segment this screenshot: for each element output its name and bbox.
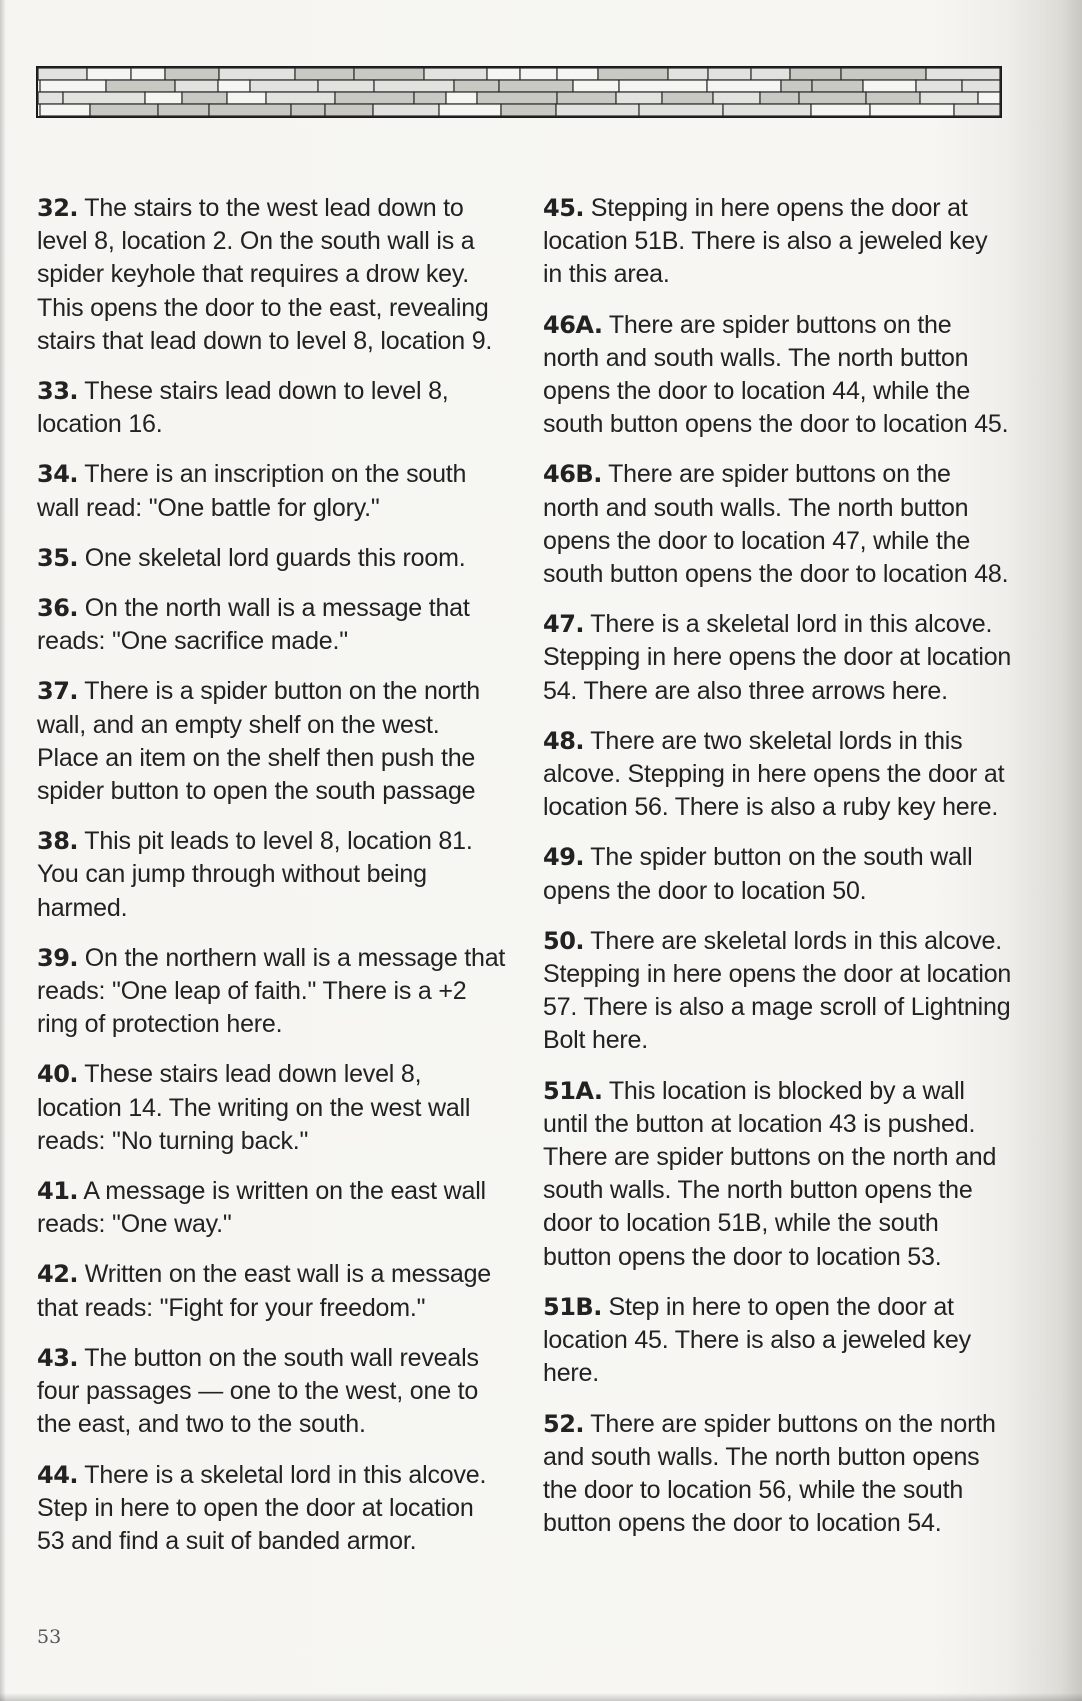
entry-52 bbox=[543, 1408, 1013, 1541]
entry-42 bbox=[37, 1258, 507, 1324]
wall-brick bbox=[639, 104, 723, 116]
entry-number: 46A. bbox=[543, 310, 603, 339]
entry-number: 50. bbox=[543, 926, 585, 955]
wall-brick bbox=[556, 104, 639, 116]
wall-brick bbox=[598, 68, 668, 80]
wall-brick bbox=[573, 80, 619, 92]
wall-brick bbox=[145, 92, 182, 104]
entry-number: 44. bbox=[37, 1460, 79, 1489]
entry-36 bbox=[37, 592, 507, 658]
wall-brick bbox=[926, 68, 1000, 80]
wall-brick bbox=[707, 80, 781, 92]
entry-number: 32. bbox=[37, 194, 79, 222]
entry-number: 49. bbox=[543, 843, 585, 872]
entry-number: 45. bbox=[543, 194, 585, 222]
wall-brick bbox=[40, 80, 106, 92]
wall-brick bbox=[723, 104, 811, 116]
entry-47 bbox=[543, 608, 1013, 708]
wall-brick bbox=[557, 92, 616, 104]
entry-text: This pit leads to level 8, location 81. You can jump through without being harmed. bbox=[37, 827, 473, 922]
left-column bbox=[37, 192, 507, 1575]
wall-brick bbox=[616, 92, 662, 104]
entry-text: The button on the south wall reveals four passages — one to the west, one to the east, and two to the south. bbox=[37, 1343, 479, 1439]
entry-text: A message is written on the east wall reads: "One way." bbox=[37, 1177, 486, 1239]
entry-number: 51B. bbox=[543, 1292, 602, 1321]
entry-number: 48. bbox=[543, 726, 585, 755]
wall-brick bbox=[619, 80, 707, 92]
wall-brick bbox=[920, 92, 978, 104]
wall-brick bbox=[962, 80, 1000, 92]
page-edge-shadow bbox=[0, 0, 6, 1701]
entry-text: There is a skeletal lord in this alcove. Step in here to open the door at location 53 and find a suit of banded armor. bbox=[37, 1460, 487, 1555]
wall-brick bbox=[954, 104, 1000, 116]
entry-number: 47. bbox=[543, 610, 585, 639]
wall-brick bbox=[978, 92, 1000, 104]
wall-brick bbox=[477, 92, 557, 104]
wall-brick bbox=[424, 68, 487, 80]
entry-35 bbox=[37, 542, 507, 575]
entry-text: There is an inscription on the south wall read: "One battle for glory." bbox=[37, 460, 467, 522]
entry-text: There is a skeletal lord in this alcove. Stepping in here opens the door at location 54. There are also three arrows here. bbox=[543, 610, 1012, 705]
entry-33 bbox=[37, 375, 507, 441]
wall-brick bbox=[325, 104, 373, 116]
wall-brick bbox=[373, 104, 439, 116]
wall-brick bbox=[520, 68, 557, 80]
entry-text: These stairs lead down level 8, location 14. The writing on the west wall reads: "No turning back." bbox=[37, 1060, 471, 1155]
entry-41 bbox=[37, 1175, 507, 1241]
entry-text: There are spider buttons on the north and south walls. The north button opens the door to location 44, while the south button opens the door to location 45. bbox=[543, 310, 1009, 439]
wall-brick bbox=[40, 104, 90, 116]
wall-brick bbox=[501, 104, 556, 116]
wall-brick bbox=[668, 68, 708, 80]
entry-number: 33. bbox=[37, 377, 79, 406]
wall-brick bbox=[131, 68, 165, 80]
entry-48 bbox=[543, 725, 1013, 825]
wall-brick bbox=[87, 68, 131, 80]
wall-brick bbox=[866, 92, 920, 104]
wall-brick bbox=[841, 68, 926, 80]
wall-brick bbox=[414, 92, 446, 104]
entry-text: There are spider buttons on the north and south walls. The north button opens the door to location 56, while the south button opens the door to location 54. bbox=[543, 1409, 996, 1538]
wall-brick bbox=[863, 80, 916, 92]
entry-number: 51A. bbox=[543, 1076, 603, 1105]
page-edge-bottom-shadow bbox=[0, 1693, 1082, 1701]
wall-brick bbox=[354, 68, 424, 80]
entry-text: One skeletal lord guards this room. bbox=[78, 543, 466, 572]
entry-51b bbox=[543, 1291, 1013, 1391]
wall-brick bbox=[335, 92, 414, 104]
entry-text: On the northern wall is a message that reads: "One leap of faith." There is a +2 ring of protection here. bbox=[37, 943, 506, 1039]
entry-text: There are skeletal lords in this alcove. Stepping in here opens the door at location 57. There is also a mage scroll of Lightning Bolt here. bbox=[543, 926, 1012, 1055]
stone-wall-banner bbox=[36, 66, 1002, 118]
wall-brick bbox=[158, 104, 209, 116]
wall-brick bbox=[291, 104, 325, 116]
wall-brick bbox=[751, 68, 790, 80]
wall-brick bbox=[790, 68, 841, 80]
stone-wall-graphic bbox=[36, 66, 1002, 118]
wall-brick bbox=[781, 80, 812, 92]
wall-brick bbox=[439, 104, 501, 116]
entry-text: There are spider buttons on the north and south walls. The north button opens the door to location 47, while the south button opens the door to location 48. bbox=[543, 460, 1009, 589]
wall-brick bbox=[165, 68, 219, 80]
entry-34 bbox=[37, 458, 507, 524]
entry-45 bbox=[543, 192, 1013, 292]
entry-text: Written on the east wall is a message that reads: "Fight for your freedom." bbox=[37, 1260, 491, 1322]
wall-brick bbox=[175, 80, 218, 92]
right-column bbox=[543, 192, 1013, 1557]
entry-number: 40. bbox=[37, 1060, 79, 1089]
entry-49 bbox=[543, 841, 1013, 907]
wall-brick bbox=[799, 92, 866, 104]
wall-brick bbox=[499, 80, 573, 92]
wall-brick bbox=[916, 80, 962, 92]
entry-number: 38. bbox=[37, 827, 79, 856]
wall-brick bbox=[760, 92, 799, 104]
wall-brick bbox=[227, 92, 266, 104]
wall-brick bbox=[446, 92, 477, 104]
entry-number: 43. bbox=[37, 1343, 79, 1372]
entry-text: This location is blocked by a wall until the button at location 43 is pushed. There are spider buttons on the north and south walls. The north button opens the door to location 51B, while the south button opens the door to location 53. bbox=[543, 1076, 997, 1271]
entry-text: Step in here to open the door at location 45. There is also a jeweled key here. bbox=[543, 1292, 971, 1388]
wall-brick bbox=[38, 92, 63, 104]
entry-number: 36. bbox=[37, 594, 79, 623]
entry-39 bbox=[37, 942, 507, 1042]
entry-number: 35. bbox=[37, 543, 79, 572]
entry-44 bbox=[37, 1459, 507, 1559]
wall-brick bbox=[106, 80, 175, 92]
entry-text: There is a spider button on the north wall, and an empty shelf on the west. Place an item on the shelf then push the spider button to open the south passage bbox=[37, 677, 480, 806]
entry-text: These stairs lead down to level 8, location 16. bbox=[37, 377, 449, 439]
wall-brick bbox=[318, 80, 374, 92]
entry-40 bbox=[37, 1058, 507, 1158]
wall-brick bbox=[454, 80, 499, 92]
entry-text: Stepping in here opens the door at location 51B. There is also a jeweled key in this area. bbox=[543, 194, 988, 289]
entry-50 bbox=[543, 925, 1013, 1058]
wall-brick bbox=[662, 92, 713, 104]
wall-brick bbox=[219, 68, 295, 80]
entry-number: 52. bbox=[543, 1409, 585, 1438]
entry-46a bbox=[543, 309, 1013, 442]
entry-number: 42. bbox=[37, 1260, 79, 1289]
wall-brick bbox=[63, 92, 145, 104]
page-number: 53 bbox=[37, 1626, 62, 1648]
wall-brick bbox=[870, 104, 954, 116]
entry-38 bbox=[37, 825, 507, 925]
wall-brick bbox=[209, 104, 291, 116]
entry-text: On the north wall is a message that reads: "One sacrifice made." bbox=[37, 594, 470, 656]
wall-brick bbox=[266, 92, 335, 104]
entry-32 bbox=[37, 192, 507, 358]
wall-brick bbox=[487, 68, 520, 80]
entry-text: The stairs to the west lead down to level 8, location 2. On the south wall is a spider keyhole that requires a drow key. This opens the door to the east, revealing stairs that lead down to level 8, location 9. bbox=[37, 194, 493, 355]
wall-brick bbox=[557, 68, 598, 80]
wall-brick bbox=[812, 80, 863, 92]
entry-number: 34. bbox=[37, 460, 79, 489]
wall-brick bbox=[182, 92, 227, 104]
wall-brick bbox=[713, 92, 760, 104]
wall-brick bbox=[811, 104, 870, 116]
entry-number: 41. bbox=[37, 1177, 79, 1206]
entry-number: 39. bbox=[37, 943, 79, 972]
wall-brick bbox=[38, 68, 87, 80]
entry-51a bbox=[543, 1075, 1013, 1274]
wall-brick bbox=[374, 80, 454, 92]
wall-brick bbox=[295, 68, 354, 80]
entry-text: The spider button on the south wall opens the door to location 50. bbox=[543, 843, 973, 905]
entry-46b bbox=[543, 458, 1013, 591]
entry-43 bbox=[37, 1342, 507, 1442]
entry-37 bbox=[37, 675, 507, 808]
wall-brick bbox=[218, 80, 250, 92]
entry-text: There are two skeletal lords in this alcove. Stepping in here opens the door at location 56. There is also a ruby key here. bbox=[543, 726, 1005, 822]
wall-brick bbox=[90, 104, 158, 116]
wall-brick bbox=[250, 80, 318, 92]
entry-number: 46B. bbox=[543, 460, 602, 489]
wall-brick bbox=[708, 68, 751, 80]
entry-number: 37. bbox=[37, 677, 79, 706]
